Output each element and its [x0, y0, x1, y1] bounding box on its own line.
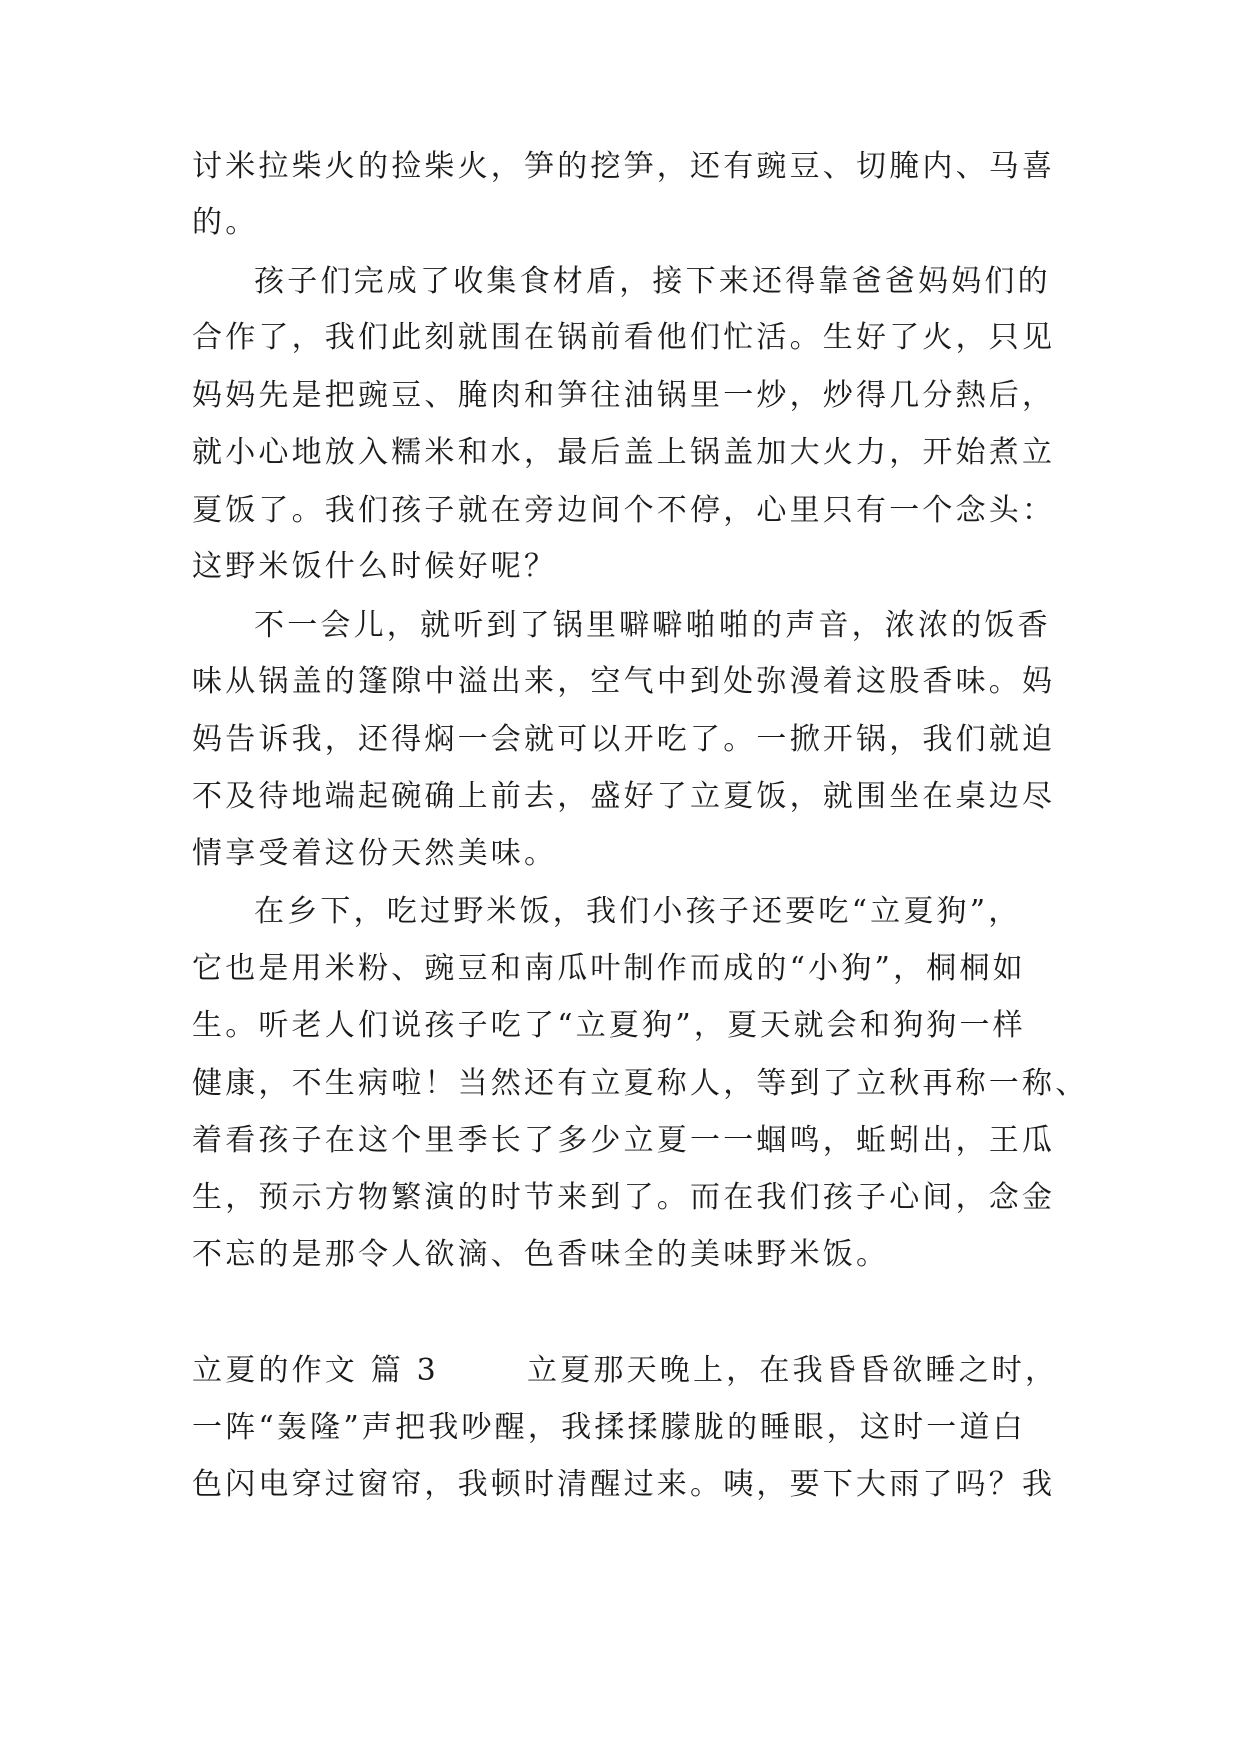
- text-line: 这野米饭什么时候好呢？: [192, 549, 558, 584]
- section-first-line: 立夏那天晚上，在我昏昏欲睡之时，: [526, 1353, 1059, 1388]
- text-line: 味从锅盖的篷隙中溢出来，空气中到处弥漫着这股香味。妈: [192, 664, 1056, 699]
- paragraph-first-line: 孩子们完成了收集食材盾，接下来还得靠爸爸妈妈们的: [254, 264, 1051, 299]
- section-heading-line: [192, 1351, 1059, 1391]
- text-line: 着看孩子在这个里季长了多少立夏一一蝈鸣，蚯蚓出，王瓜: [192, 1123, 1056, 1158]
- text-line: 情享受着这份天然美味。: [192, 836, 558, 871]
- text-line: 不忘的是那令人欲滴、色香味全的美味野米饭。: [192, 1237, 890, 1272]
- text-line: 妈告诉我，还得焖一会就可以开吃了。一掀开锅，我们就迫: [192, 722, 1056, 757]
- text-line: 合作了，我们此刻就围在锅前看他们忙活。生好了火，只见: [192, 320, 1056, 355]
- paragraph-first-line: 在乡下，吃过野米饭，我们小孩子还要吃“立夏狗”，: [254, 894, 1022, 929]
- text-line: 不及待地端起碗确上前去，盛好了立夏饭，就围坐在桌边尽: [192, 779, 1056, 814]
- text-line: 它也是用米粉、豌豆和南瓜叶制作而成的“小狗”，桐桐如: [192, 951, 1026, 986]
- text-line: 健康，不生病啦！当然还有立夏称人，等到了立秋再称一称、: [192, 1066, 1089, 1101]
- text-line: 妈妈先是把豌豆、腌肉和笋往油锅里一炒，炒得几分熱后，: [192, 378, 1056, 413]
- text-line: 色闪电穿过窗帘，我顿时清醒过来。咦，要下大雨了吗？我: [192, 1467, 1056, 1502]
- text-line: 夏饭了。我们孩子就在旁边间个不停，心里只有一个念头：: [192, 493, 1056, 528]
- paragraph-first-line: 不一会儿，就听到了锅里噼噼啪啪的声音，浓浓的饭香: [254, 608, 1051, 643]
- section-title: 立夏的作文 篇 3: [192, 1353, 439, 1388]
- text-line: 就小心地放入糯米和水，最后盖上锅盖加大火力，开始煮立: [192, 435, 1056, 470]
- text-line: 生，预示方物繁演的时节来到了。而在我们孩子心间，念金: [192, 1180, 1056, 1215]
- text-line: 讨米拉柴火的捡柴火，笋的挖笋，还有豌豆、切腌内、马喜: [192, 149, 1056, 184]
- text-line: 一阵“轰隆”声把我吵醒，我揉揉朦胧的睡眼，这时一道白: [192, 1410, 1026, 1445]
- text-line: 生。听老人们说孩子吃了“立夏狗”，夏天就会和狗狗一样: [192, 1008, 1026, 1043]
- text-line: 的。: [192, 205, 259, 240]
